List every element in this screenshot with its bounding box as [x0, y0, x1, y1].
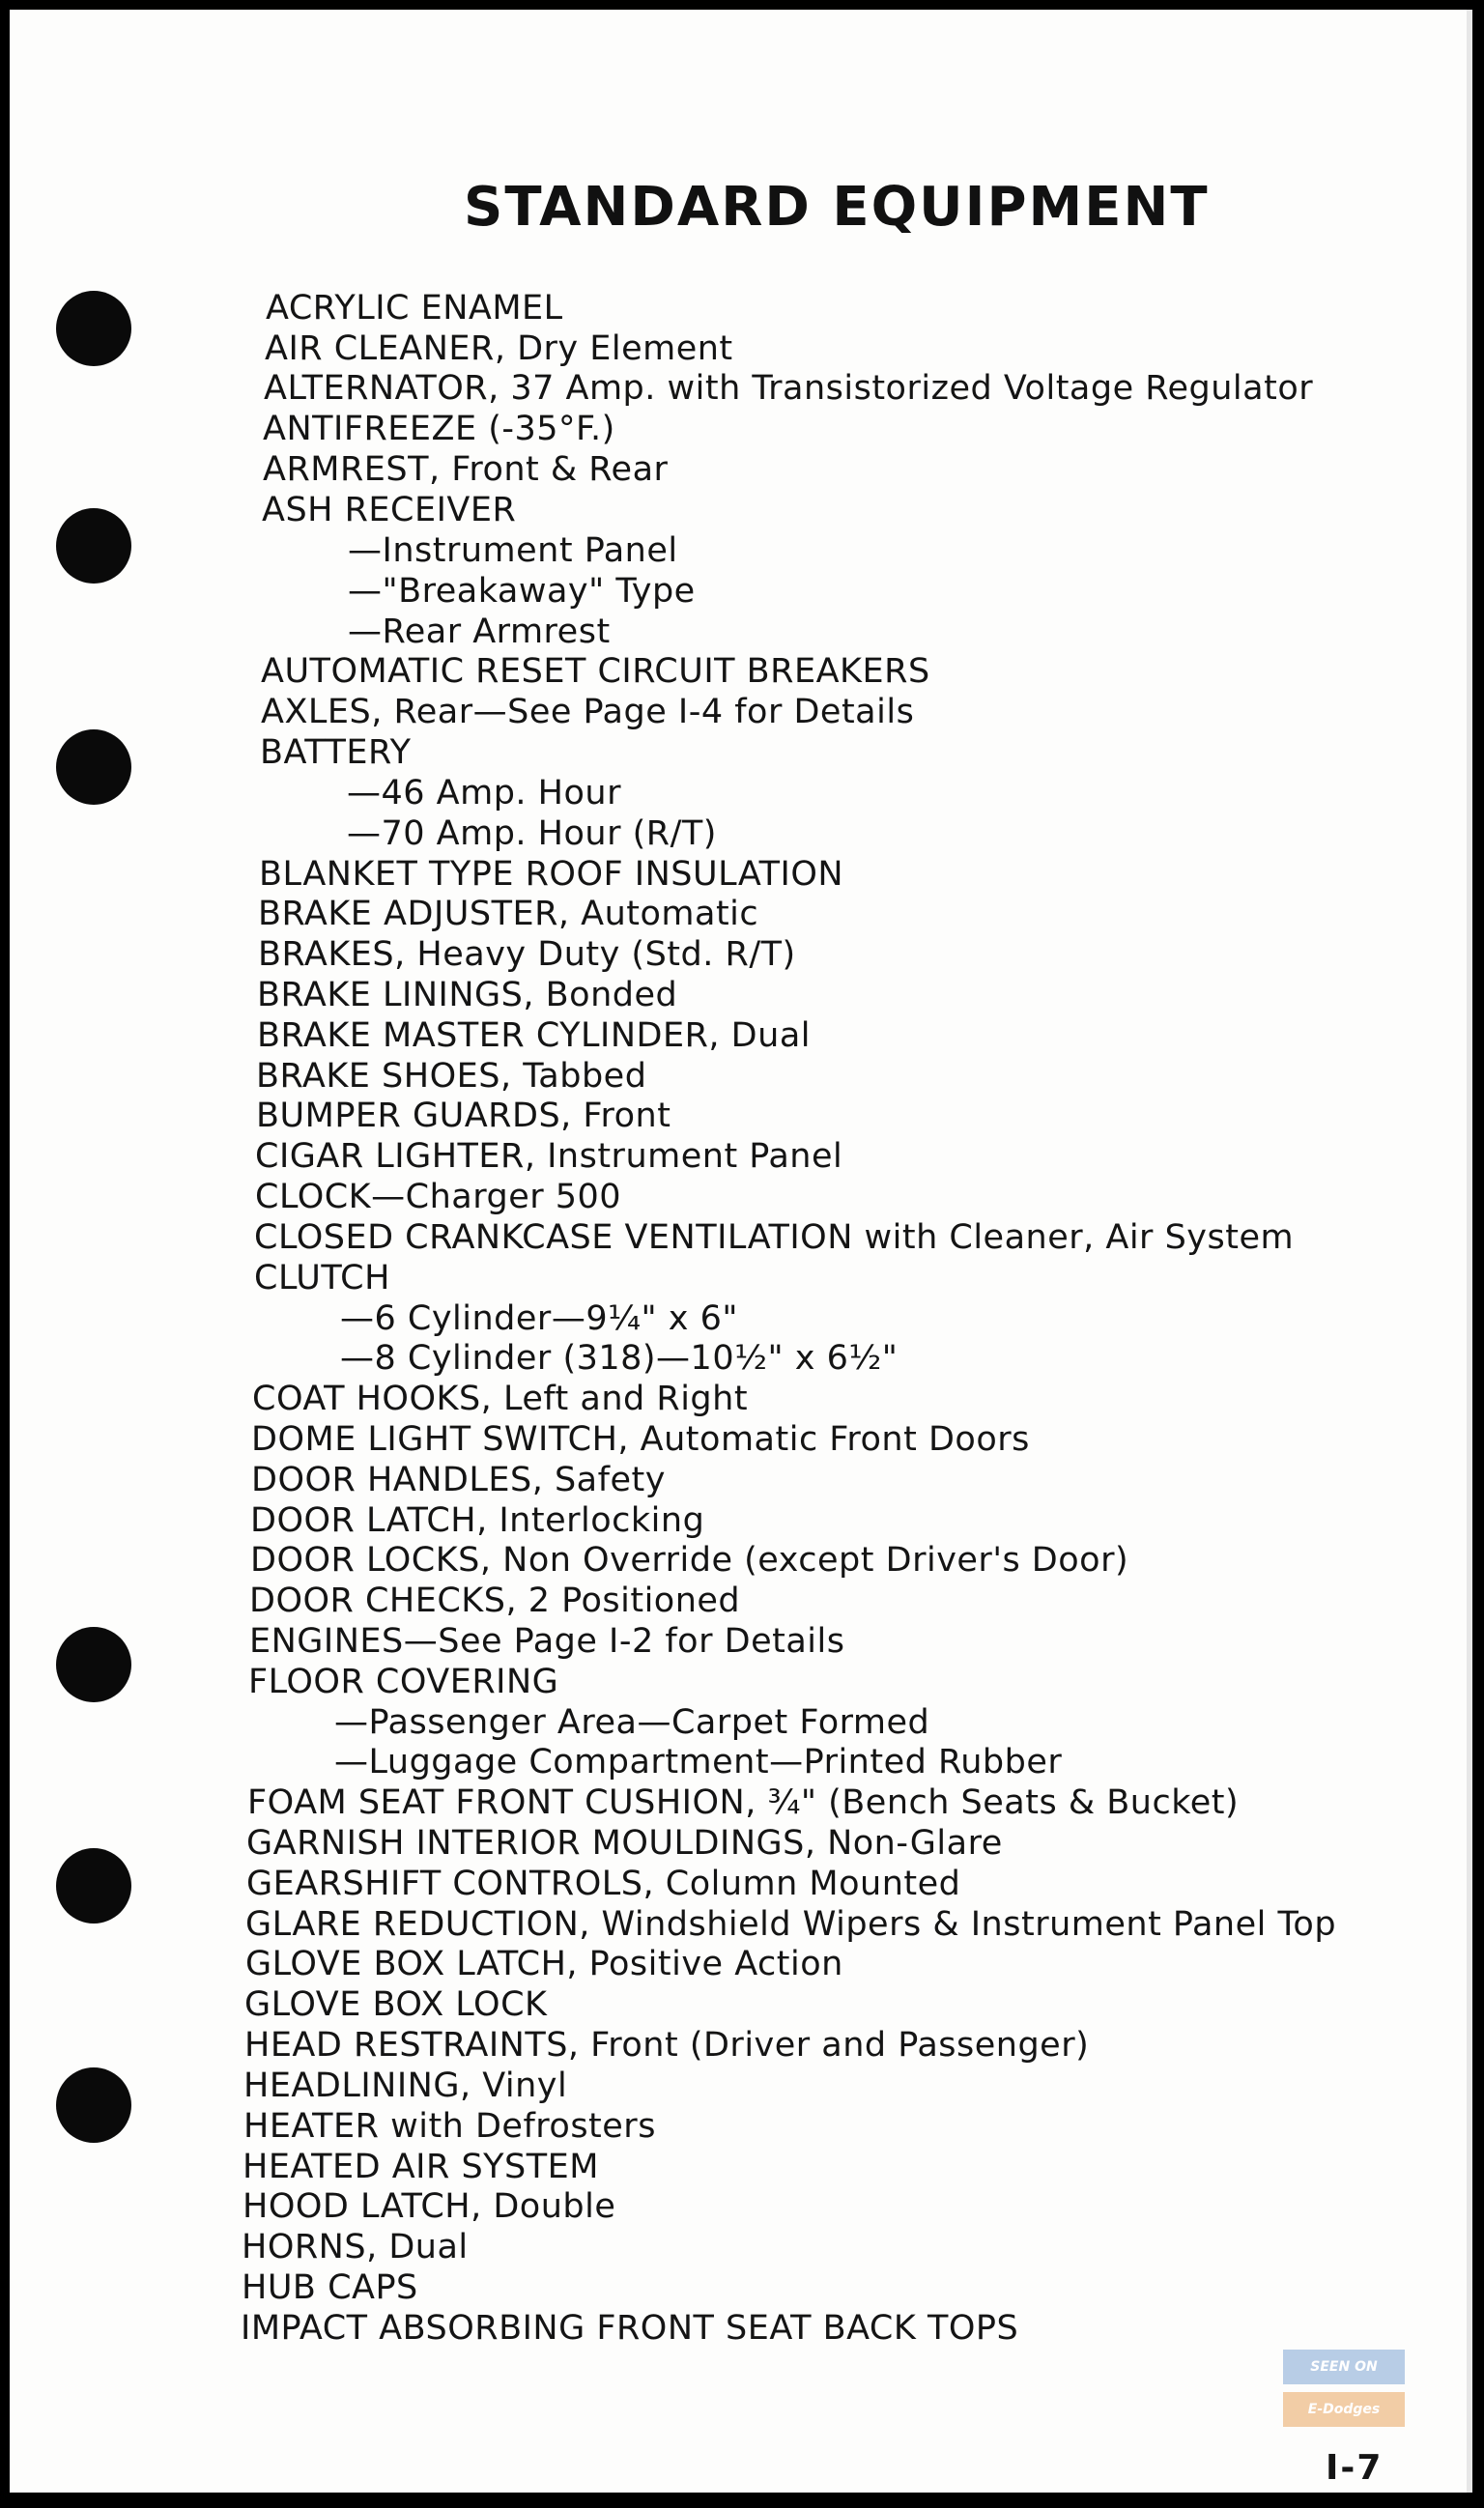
list-item: ACRYLIC ENAMEL — [266, 289, 563, 328]
list-item: GLOVE BOX LOCK — [244, 1985, 548, 2024]
list-item: CIGAR LIGHTER, Instrument Panel — [255, 1137, 843, 1176]
list-subitem: —"Breakaway" Type — [348, 572, 696, 611]
list-item: BRAKES, Heavy Duty (Std. R/T) — [258, 935, 796, 974]
list-item: DOME LIGHT SWITCH, Automatic Front Doors — [251, 1420, 1030, 1459]
page-title: STANDARD EQUIPMENT — [464, 176, 1210, 239]
list-item: DOOR LOCKS, Non Override (except Driver's Door) — [250, 1541, 1129, 1580]
list-item: BLANKET TYPE ROOF INSULATION — [259, 855, 844, 894]
list-subitem: —Instrument Panel — [348, 531, 678, 570]
list-item: HORNS, Dual — [242, 2228, 469, 2266]
list-item: FOAM SEAT FRONT CUSHION, ¾" (Bench Seats & Bucket) — [247, 1783, 1240, 1822]
list-item: AUTOMATIC RESET CIRCUIT BREAKERS — [261, 652, 930, 691]
list-item: CLOSED CRANKCASE VENTILATION with Cleaner, Air System — [254, 1218, 1295, 1257]
list-item: DOOR CHECKS, 2 Positioned — [249, 1582, 741, 1620]
list-item: BRAKE LININGS, Bonded — [257, 976, 678, 1014]
list-item: AXLES, Rear—See Page I-4 for Details — [261, 693, 915, 731]
list-item: GLOVE BOX LATCH, Positive Action — [245, 1945, 843, 1983]
list-subitem: —Passenger Area—Carpet Formed — [334, 1703, 930, 1742]
list-item: HEATER with Defrosters — [243, 2107, 656, 2146]
stamp-line-1: SEEN ON — [1283, 2350, 1405, 2384]
list-subitem: —Luggage Compartment—Printed Rubber — [334, 1743, 1063, 1781]
watermark-stamp — [1283, 2350, 1405, 2431]
list-item: ASH RECEIVER — [262, 491, 517, 529]
stamp-line-2: E-Dodges — [1283, 2392, 1405, 2427]
list-item: HEATED AIR SYSTEM — [243, 2148, 599, 2186]
list-subitem: —6 Cylinder—9¼" x 6" — [340, 1299, 738, 1338]
list-item: ANTIFREEZE (-35°F.) — [263, 410, 615, 448]
list-item: BRAKE MASTER CYLINDER, Dual — [257, 1016, 811, 1055]
list-item: CLOCK—Charger 500 — [255, 1178, 622, 1216]
list-item: DOOR HANDLES, Safety — [251, 1461, 666, 1499]
list-item: HEADLINING, Vinyl — [243, 2066, 568, 2105]
list-item: BRAKE SHOES, Tabbed — [256, 1057, 647, 1096]
list-item: GEARSHIFT CONTROLS, Column Mounted — [246, 1865, 961, 1903]
list-item: BRAKE ADJUSTER, Automatic — [258, 895, 759, 933]
equipment-list — [10, 10, 1467, 2493]
list-item: CLUTCH — [254, 1259, 390, 1297]
list-item: ARMREST, Front & Rear — [263, 450, 669, 489]
page-number: I-7 — [1326, 2448, 1384, 2488]
list-item: HUB CAPS — [242, 2268, 418, 2307]
list-item: BUMPER GUARDS, Front — [256, 1097, 671, 1135]
list-item: DOOR LATCH, Interlocking — [250, 1501, 705, 1540]
list-item: COAT HOOKS, Left and Right — [252, 1380, 749, 1418]
list-item: GLARE REDUCTION, Windshield Wipers & Instrument Panel Top — [245, 1905, 1337, 1944]
list-subitem: —8 Cylinder (318)—10½" x 6½" — [340, 1339, 899, 1378]
list-item: FLOOR COVERING — [248, 1663, 559, 1701]
list-item: BATTERY — [260, 733, 412, 772]
list-subitem: —46 Amp. Hour — [347, 774, 621, 812]
list-item: HOOD LATCH, Double — [243, 2187, 616, 2226]
manual-page — [10, 10, 1472, 2493]
list-item: ALTERNATOR, 37 Amp. with Transistorized Voltage Regulator — [264, 369, 1314, 408]
list-subitem: —70 Amp. Hour (R/T) — [347, 814, 717, 853]
list-item: GARNISH INTERIOR MOULDINGS, Non-Glare — [246, 1824, 1003, 1863]
list-item: ENGINES—See Page I-2 for Details — [249, 1622, 845, 1661]
list-item: IMPACT ABSORBING FRONT SEAT BACK TOPS — [241, 2309, 1019, 2348]
list-subitem: —Rear Armrest — [348, 613, 611, 651]
list-item: HEAD RESTRAINTS, Front (Driver and Passenger) — [244, 2026, 1090, 2065]
list-item: AIR CLEANER, Dry Element — [265, 329, 733, 368]
